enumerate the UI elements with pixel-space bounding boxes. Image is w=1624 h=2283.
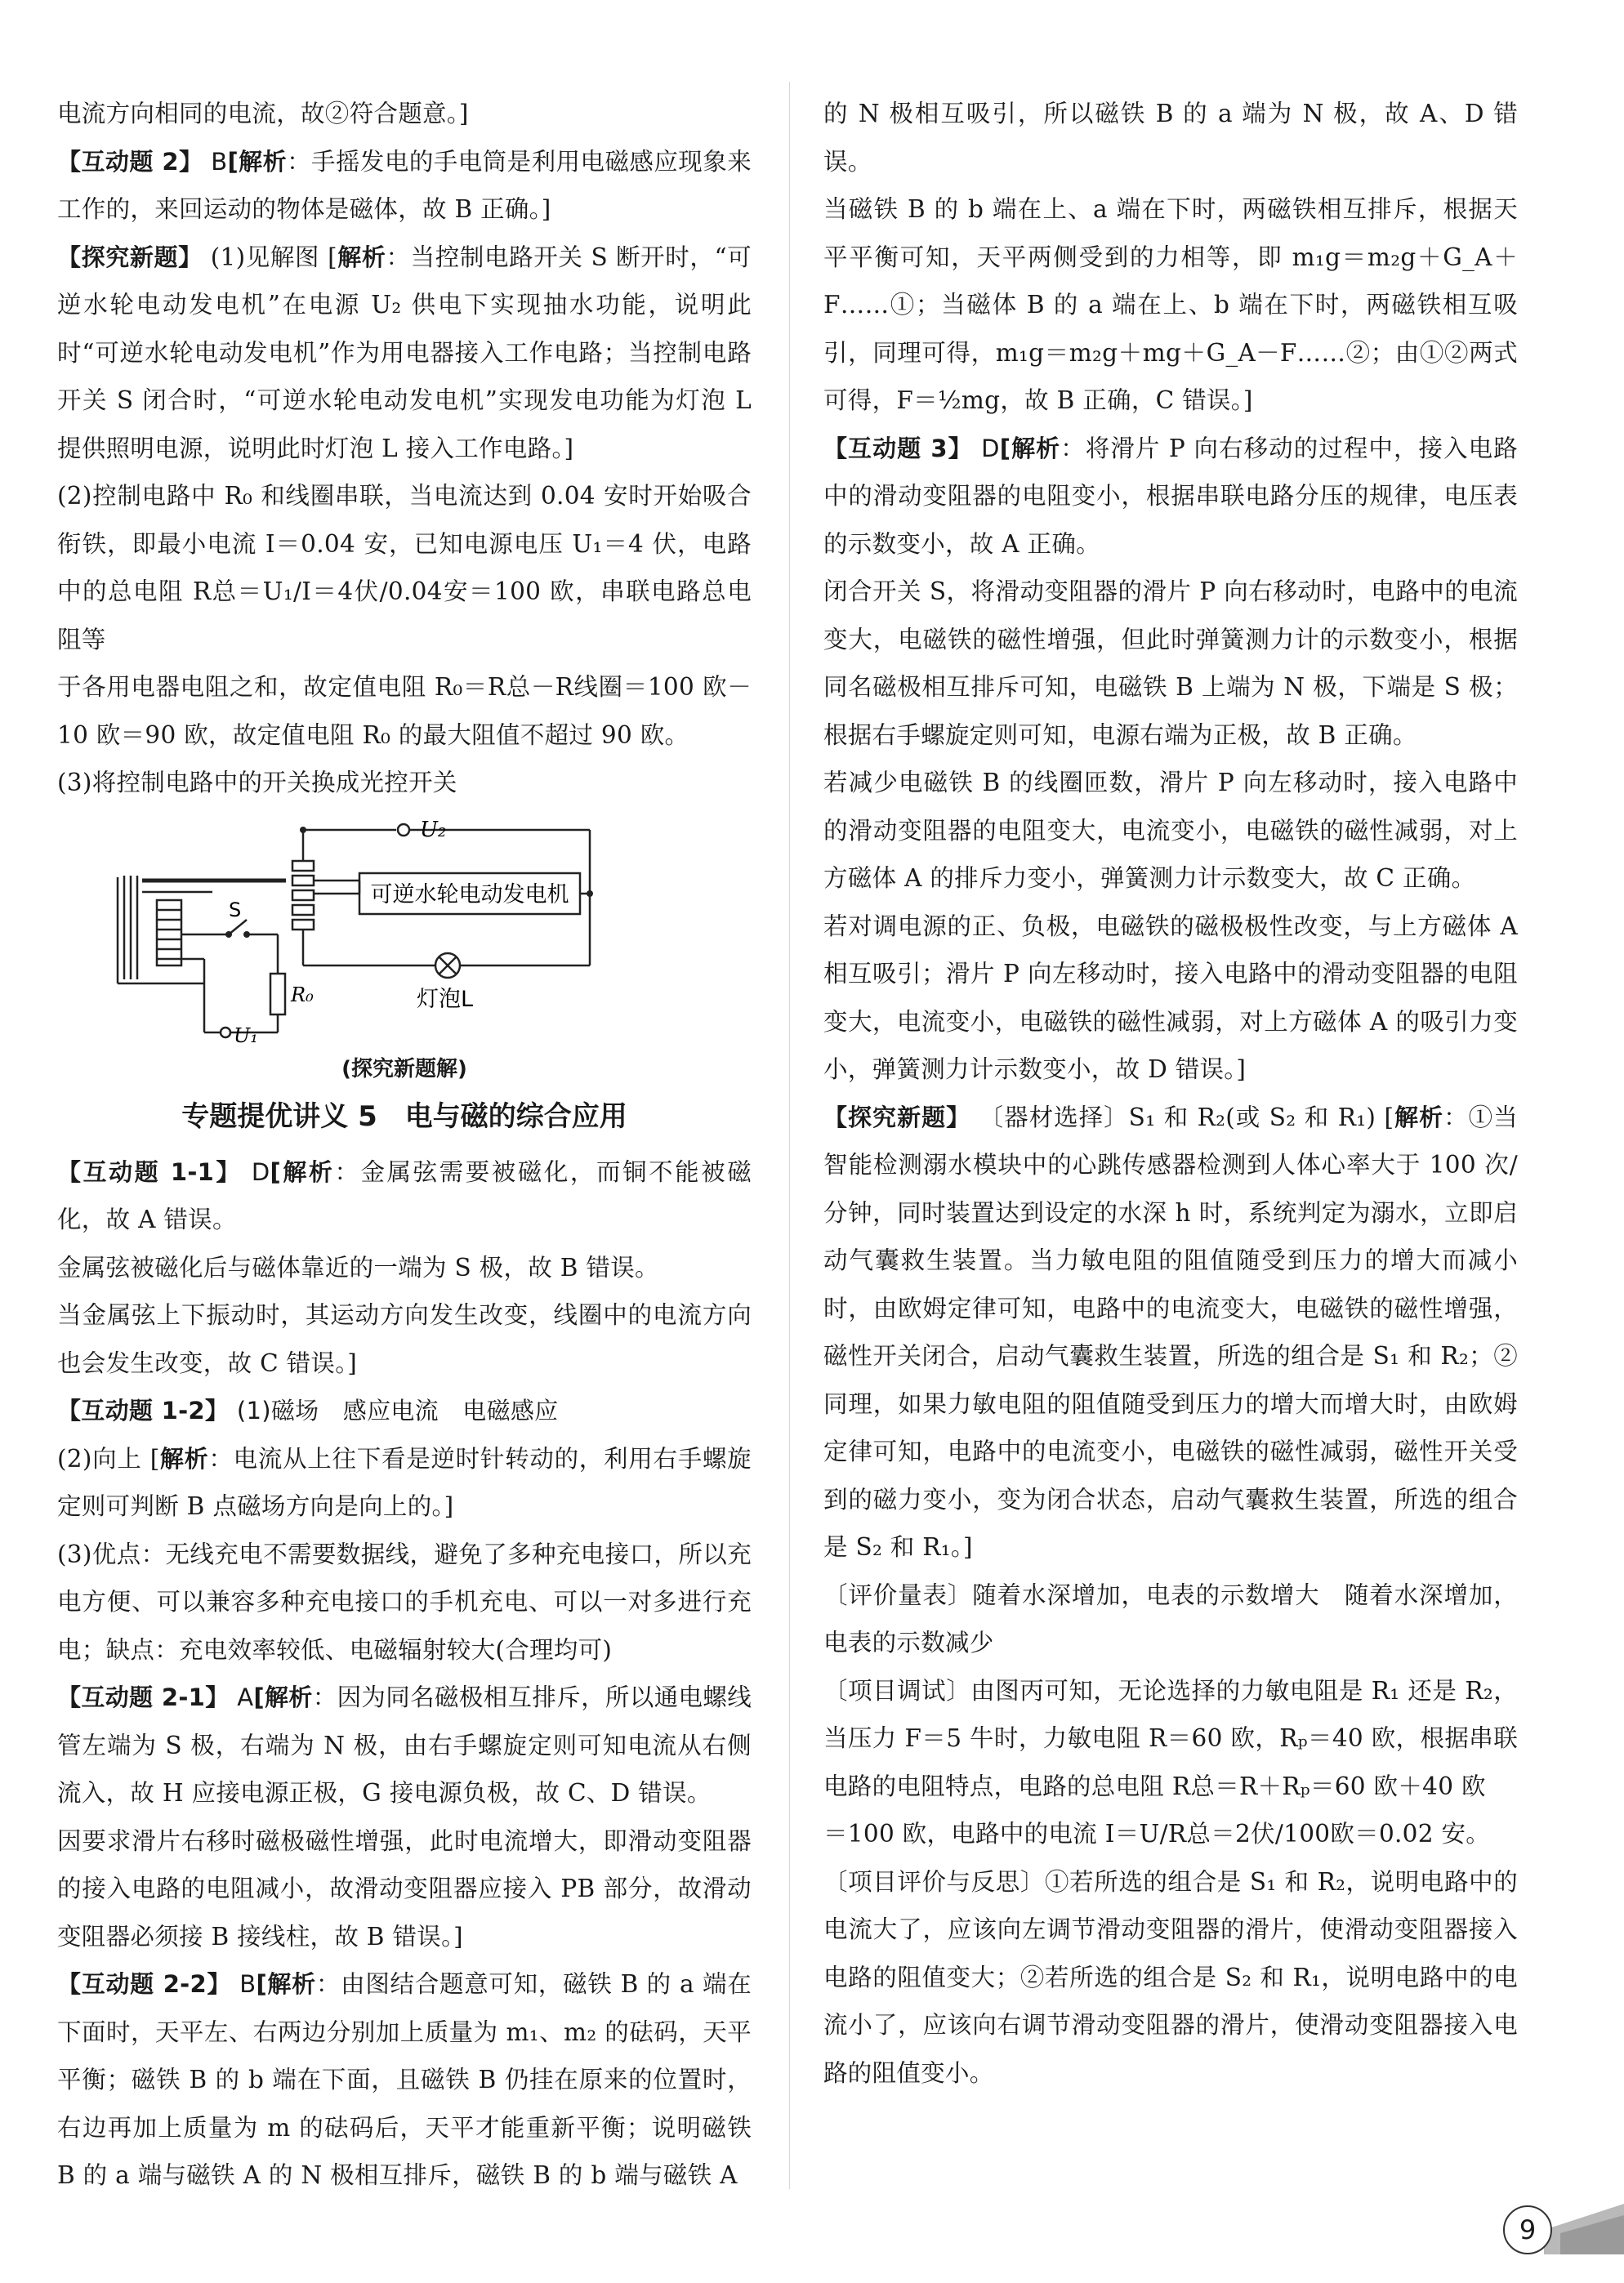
solution-label: 解析 (337, 243, 386, 271)
circuit-figure (57, 812, 752, 1049)
sub-answer: 〔器材选择〕S₁ 和 R₂(或 S₂ 和 R₁) (979, 1103, 1376, 1131)
label-u1: U₁ (234, 1023, 258, 1047)
answer-letter: B (239, 1970, 257, 1998)
solution-label: [解析 (253, 1683, 313, 1711)
question-label: 【互动题 3】 (823, 434, 973, 462)
question-hd12 (57, 1387, 752, 1435)
label-lamp: 灯泡L (417, 986, 474, 1012)
paragraph: 若减少电磁铁 B 的线圈匝数，滑片 P 向左移动时，接入电路中的滑动变阻器的电阻变大，电流变小，电磁铁的磁性减弱，对上方磁体 A 的排斥力变小，弹簧测力计示数变大，故 C 正确。 (823, 769, 1518, 892)
label-u2: U₂ (420, 817, 447, 842)
answer-letter: B (211, 147, 228, 176)
paragraph: 〔评价量表〕随着水深增加，电表的示数增大 随着水深增加，电表的示数减少 (823, 1581, 1518, 1657)
bracket: [ (328, 243, 337, 271)
solution-label: [解析 (999, 434, 1061, 462)
solution-label: 解析 (1394, 1103, 1444, 1131)
question-label: 【互动题 2】 (57, 147, 203, 176)
solution-text: ：因为同名磁极相互排斥，所以通电螺线管左端为 S 极，右端为 N 极，由右手螺旋定则可知电流从右侧流入，故 H 应接电源正极，G 接电源负极，故 C、D 错误。 (57, 1683, 752, 1807)
bracket: [ (1384, 1103, 1394, 1131)
figure-caption: (探究新题解) (341, 1056, 467, 1081)
paragraph: 因要求滑片右移时磁极磁性增强，此时电流增大，即滑动变阻器的接入电路的电阻减小，故滑动变阻器应接入 PB 部分，故滑动变阻器必须接 B 接线柱，故 B 错误。] (57, 1826, 752, 1951)
question-hd11 (57, 1148, 752, 1244)
solution-label: 解析 (159, 1444, 209, 1473)
question-hd3 (823, 425, 1518, 569)
section-title: 专题提优讲义 5 电与磁的综合应用 (181, 1099, 627, 1133)
right-column (823, 90, 1518, 2097)
paragraph: 当金属弦上下振动时，其运动方向发生改变，线圈中的电流方向也会发生改变，故 C 错误。] (57, 1301, 752, 1377)
label-r0: R₀ (291, 983, 314, 1006)
bracket: [ (149, 1444, 160, 1473)
solution-label: [解析 (227, 147, 288, 176)
solution-text: ：当控制电路开关 S 断开时，“可逆水轮电动发电机”在电源 U₂ 供电下实现抽水功能，说明此时“可逆水轮电动发电机”作为用电器接入工作电路；当控制电路开关 S 闭合时，“可逆水轮电动发电机”实现发电功能为灯泡 L 提供照明电源，说明此时灯泡 L 接入工作电路。] (57, 243, 752, 462)
contact-top (292, 861, 314, 871)
sub-answer: (1)见解图 (210, 243, 320, 271)
column-divider (789, 82, 790, 2189)
question-hd12-part2 (57, 1435, 752, 1531)
solution-label: [解析 (270, 1157, 335, 1186)
answer-letter: D (251, 1157, 270, 1186)
page-number: 9 (1503, 2205, 1552, 2254)
explore-part-2b: 于各用电器电阻之和，故定值电阻 R₀＝R总－R线圈＝100 欧－10 欧＝90 欧，故定值电阻 R₀ 的最大阻值不超过 90 欧。 (57, 673, 752, 749)
paragraph: ＝100 欧，电路中的电流 I＝U/R总＝2伏/100欧＝0.02 安。 (823, 1820, 1491, 1848)
left-column (57, 90, 752, 2200)
question-hd21 (57, 1674, 752, 1817)
question-label: 【探究新题】 (823, 1103, 971, 1131)
question-hd12-part3: (3)优点：无线充电不需要数据线，避免了多种充电接口，所以充电方便、可以兼容多种充电接口的手机充电、可以一对多进行充电；缺点：充电效率较低、电磁辐射较大(合理均可) (57, 1540, 752, 1664)
solution-text: ：①当智能检测溺水模块中的心跳传感器检测到人体心率大于 100 次/分钟，同时装置达到设定的水深 h 时，系统判定为溺水，立即启动气囊救生装置。当力敏电阻的阻值随受到压力的增大而减小时，由欧姆定律可知，电路中的电流变大，电磁铁的磁性增强，磁性开关闭合，启动气囊救生装置，所选的组合是 S₁ 和 R₂；②同理，如果力敏电阻的阻值随受到压力的增大而增大时，由欧姆定律可知，电路中的电流变小，电磁铁的磁性减弱，磁性开关受到的磁力变小，变为闭合状态，启动气囊救生装置，所选的组合是 S₂ 和 R₁。] (823, 1103, 1518, 1561)
solution-label: [解析 (256, 1970, 316, 1998)
question-label: 【互动题 1-1】 (57, 1157, 242, 1186)
resistor-r0 (270, 974, 285, 1014)
switch-blade (229, 920, 247, 934)
question-hd2 (57, 138, 752, 234)
solution-text: ：手摇发电的手电筒是利用电磁感应现象来工作的，来回运动的物体是磁体，故 B 正确。] (57, 147, 752, 223)
explore-part-2a: (2)控制电路中 R₀ 和线圈串联，当电流达到 0.04 安时开始吸合衔铁，即最小电流 I＝0.04 安，已知电源电压 U₁＝4 伏，电路中的总电阻 R总＝U₁/I＝4伏/0.04安＝100 欧，串联电路总电阻等 (57, 482, 752, 653)
solution-text: ：将滑片 P 向右移动的过程中，接入电路中的滑动变阻器的电阻变小，根据串联电路分压的规律，电压表的示数变小，故 A 正确。 (823, 434, 1518, 558)
answer-letter: A (237, 1683, 254, 1711)
label-motor: 可逆水轮电动发电机 (370, 881, 569, 907)
question-label: 【互动题 1-2】 (57, 1397, 230, 1425)
circuit-diagram (106, 812, 694, 1049)
sub-answer: (2)向上 (57, 1444, 142, 1473)
paragraph: 闭合开关 S，将滑动变阻器的滑片 P 向右移动时，电路中的电流变大，电磁铁的磁性增强，但此时弹簧测力计的示数变小，根据同名磁极相互排斥可知，电磁铁 B 上端为 N 极，下端是 S 极；根据右手螺旋定则可知，电源右端为正极，故 B 正确。 (823, 577, 1518, 749)
paragraph: 若对调电源的正、负极，电磁铁的磁极极性改变，与上方磁体 A 相互吸引；滑片 P 向左移动时，接入电路中的滑动变阻器的电阻变大，电流变小，电磁铁的磁性减弱，对上方磁体 A 的吸引力变小，弹簧测力计示数变小，故 D 错误。] (823, 912, 1518, 1083)
answer-text: (1)磁场 感应电流 电磁感应 (236, 1397, 559, 1425)
explore-question-1 (57, 234, 752, 473)
question-label: 【互动题 2-2】 (57, 1970, 232, 1998)
solution-text: ：由图结合题意可知，磁铁 B 的 a 端在下面时，天平左、右两边分别加上质量为 m₁、m₂ 的砝码，天平平衡；磁铁 B 的 b 端在下面，且磁铁 B 仍挂在原来的位置时，右边再加上质量为 m 的砝码后，天平才能重新平衡；说明磁铁 B 的 a 端与磁铁 A 的 N 极相互排斥，磁铁 B 的 b 端与磁铁 A (57, 1970, 752, 2189)
solution-text: ：电流从上往下看是逆时针转动的，利用右手螺旋定则可判断 B 点磁场方向是向上的。] (57, 1444, 752, 1520)
paragraph: 当磁铁 B 的 b 端在上、a 端在下时，两磁铁相互排斥，根据天平平衡可知，天平两侧受到的力相等，即 m₁g＝m₂g＋G_A＋F……①；当磁体 B 的 a 端在上、b 端在下时，两磁铁相互吸引，同理可得，m₁g＝m₂g＋mg＋G_A－F……②；由①②两式可得，F＝½mg，故 B 正确，C 错误。] (823, 195, 1518, 414)
explore-part-3: (3)将控制电路中的开关换成光控开关 (57, 769, 457, 796)
answer-letter: D (981, 434, 1000, 462)
question-hd22 (57, 1960, 752, 2200)
paragraph: 〔项目调试〕由图丙可知，无论选择的力敏电阻是 R₁ 还是 R₂，当压力 F＝5 牛时，力敏电阻 R＝60 欧，Rₚ＝40 欧，根据串联电路的电阻特点，电路的总电阻 R总＝R＋Rₚ＝60 欧＋40 欧 (823, 1676, 1518, 1800)
paragraph: 金属弦被磁化后与磁体靠近的一端为 S 极，故 B 错误。 (57, 1253, 659, 1282)
terminal-u2 (398, 824, 409, 836)
paragraph-intro: 电流方向相同的电流，故②符合题意。] (57, 100, 469, 127)
paragraph: 〔项目评价与反思〕①若所选的组合是 S₁ 和 R₂，说明电路中的电流大了，应该向左调节滑动变阻器的滑片，使滑动变阻器接入电路的阻值变大；②若所选的组合是 S₂ 和 R₁，说明电路中的电流小了，应该向右调节滑动变阻器的滑片，使滑动变阻器接入电路的阻值变小。 (823, 1867, 1518, 2087)
terminal-u1 (221, 1028, 230, 1037)
solution-text: ：金属弦需要被磁化，而铜不能被磁化，故 A 错误。 (57, 1157, 752, 1233)
question-label: 【探究新题】 (57, 243, 203, 271)
question-label: 【互动题 2-1】 (57, 1683, 230, 1711)
explore-question-2 (823, 1094, 1518, 1572)
label-switch: S (229, 898, 242, 921)
paragraph: 的 N 极相互吸引，所以磁铁 B 的 a 端为 N 极，故 A、D 错误。 (823, 100, 1518, 176)
